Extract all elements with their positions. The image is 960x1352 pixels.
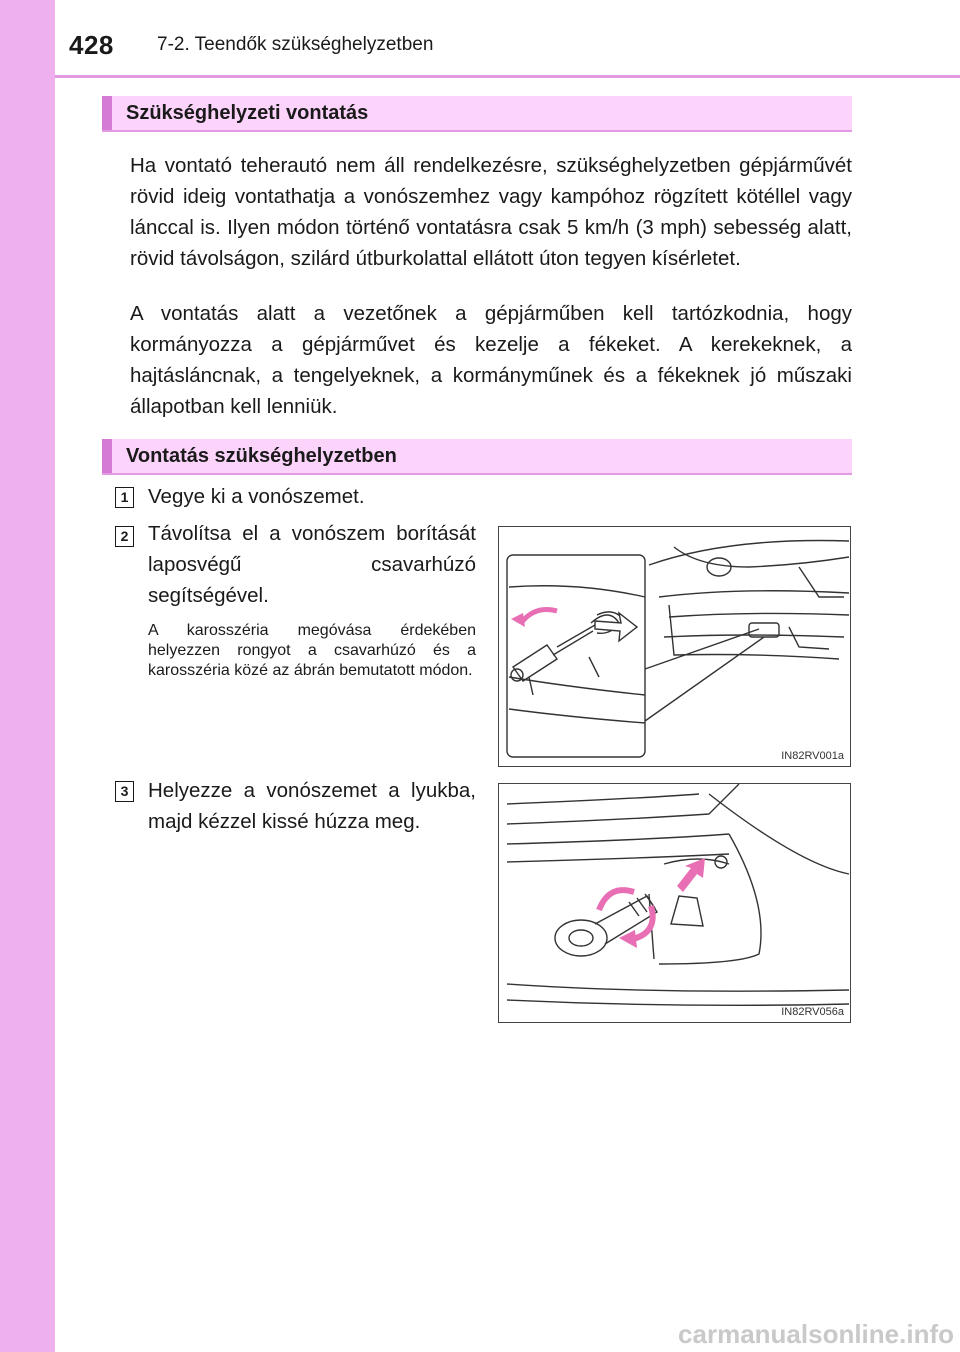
cover-removal-illustration <box>499 527 851 767</box>
section-accent <box>102 96 112 130</box>
header-divider <box>55 75 960 78</box>
step-number-badge: 3 <box>115 781 134 802</box>
body-paragraph: A vontatás alatt a vezetőnek a gépjárműben kell tartózkodnia, hogy kormányozza a gépjárművet és kezelje a fékeket. A kerekeknek, a hajtásláncnak, a tengelyeknek, a kormányműnek és a fékeknek jó műszaki állapotban kell lenniük. <box>130 302 852 418</box>
page-header <box>55 0 960 80</box>
section-title: Szükséghelyzeti vontatás <box>126 102 369 124</box>
body-paragraph: Ha vontató teherautó nem áll rendelkezésre, szükséghelyzetben gépjárművét rövid ideig vontathatja a vonószemhez vagy kampóhoz rögzített kötéllel vagy lánccal is. Ilyen módon történő vontatásra csak 5 km/h (3 mph) sebesség alatt, rövid távolságon, szilárd útburkolattal ellátott úton tegyen kísérletet. <box>130 154 852 270</box>
section-title: Vontatás szükséghelyzetben <box>126 445 397 467</box>
figure-cover-removal <box>498 526 851 767</box>
side-color-bar <box>0 0 55 1352</box>
page-number: 428 <box>69 30 114 60</box>
watermark-text: carmanualsonline.info <box>678 1319 954 1349</box>
chapter-title: 7-2. Teendők szükséghelyzetben <box>157 34 434 55</box>
figure-tow-eye-install <box>498 783 851 1023</box>
section-accent <box>102 439 112 473</box>
figure-code: IN82RV001a <box>781 750 844 762</box>
figure-code: IN82RV056a <box>781 1006 844 1018</box>
step-number-badge: 2 <box>115 526 134 547</box>
tow-eye-illustration <box>499 784 851 1023</box>
section-heading-emergency-towing <box>102 96 852 132</box>
step-text: Vegye ki a vonószemet. <box>148 485 365 508</box>
step-number-badge: 1 <box>115 487 134 508</box>
step-text: Helyezze a vonószemet a lyukba, majd kézzel kissé húzza meg. <box>148 779 476 833</box>
step-note: A karosszéria megóvása érdekében helyezzen rongyot a csavarhúzó és a karosszéria közé az ábrán bemutatott módon. <box>148 622 476 679</box>
step-text: Távolítsa el a vonószem borítását laposvégű csavarhúzó segítségével. <box>148 522 476 607</box>
section-heading-towing-procedure <box>102 439 852 475</box>
